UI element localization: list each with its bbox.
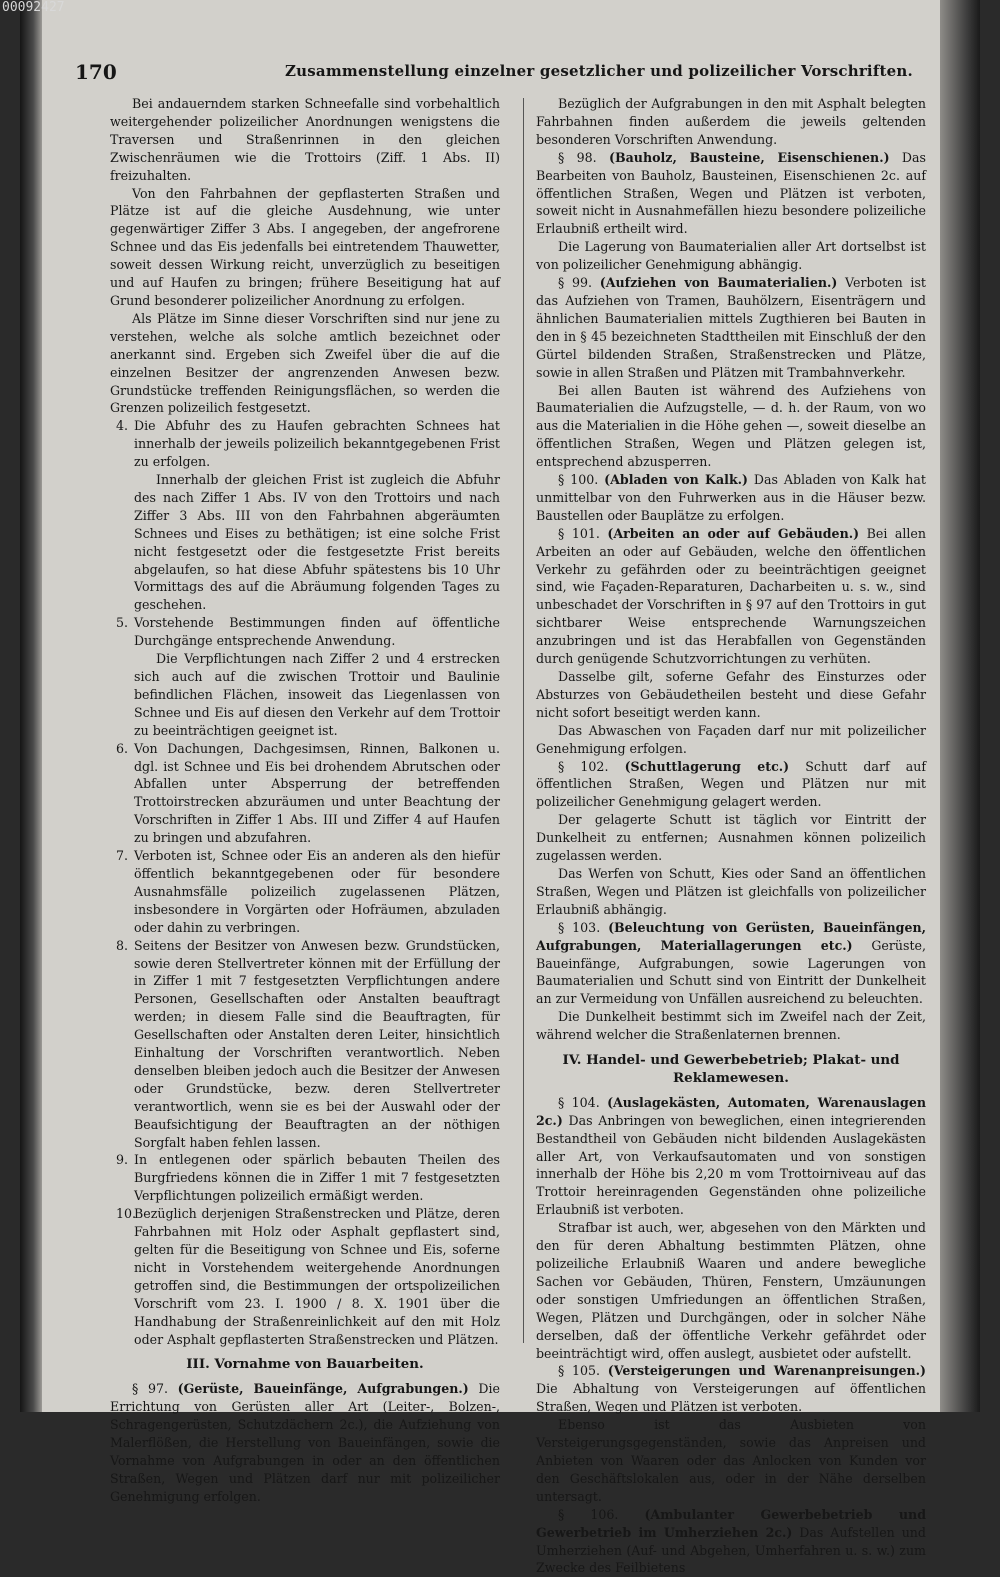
paragraph: Innerhalb der gleichen Frist ist zugleich die Abfuhr des nach Ziffer 1 Abs. IV von den Trottoirs und nach Ziffer 3 Abs. III von den Fahrbahnen abgeräumten Schnees und Eises zu bethätigen; ist eine solche Frist nicht festgesetzt oder die festgesetzte Frist bereits abgelaufen, so hat diese Abfuhr spätestens bis 10 Uhr Vormittags des auf die Abräumung folgenden Tages zu geschehen. [134, 472, 500, 613]
paragraph: Die Dunkelheit bestimmt sich im Zweifel nach der Zeit, während welcher die Straßenlaternen brennen. [536, 1009, 926, 1043]
section-text: Das Anbringen von beweglichen, einen integrierenden Bestandtheil von Gebäuden nicht bildenden Auslagekästen aller Art, von Verkaufsautomaten und von sonstigen innerhalb der Höhe bis 2,20 m vom Trottoirniveau auf das Trottoir hereinragenden Gegenständen ohne polizeiliche Erlaubniß ist verboten. [536, 1112, 926, 1218]
section-text: Verboten ist das Aufziehen von Tramen, Bauhölzern, Eisenträgern und ähnlichen Baumaterialien mittels Zugthieren bei Bauten in den in § 45 bezeichneten Stadttheilen mit Einschluß der den Gürtel bildenden Straßen, Straßenstrecken und Plätze, sowie in allen Straßen und Plätzen mit Trambahnverkehr. [536, 275, 926, 380]
section-keyword: (Beleuchtung von Gerüsten, Baueinfängen, Aufgrabungen, Materiallagerungen etc.) [536, 919, 926, 953]
section-number: § 100. [558, 472, 599, 488]
paragraph: Vorstehende Bestimmungen finden auf öffentliche Durchgänge entsprechende Anwendung. [134, 615, 500, 649]
section-number: § 106. [558, 1506, 619, 1522]
paragraph: Strafbar ist auch, wer, abgesehen von den Märkten und den für deren Abhaltung bestimmten Plätzen, ohne polizeiliche Erlaubniß Waaren und andere bewegliche Sachen vor Gebäuden, Thüren, Fenstern, Umzäunungen oder sonstigen Umfriedungen an öffentlichen Straßen, Wegen, Plätzen und Durchgängen, oder in solcher Nähe derselben, daß der öffentliche Verkehr gefährdet oder beeinträchtigt wird, offen auslegt, ausbietet oder aufstellt. [536, 1220, 926, 1361]
item-number: 7. [116, 848, 129, 864]
section-number: § 105. [558, 1363, 601, 1379]
paragraph [536, 1506, 926, 1577]
section-keyword: (Aufziehen von Baumaterialien.) [599, 275, 838, 291]
paragraph: Die Verpflichtungen nach Ziffer 2 und 4 erstrecken sich auch auf die zwischen Trottoir und Baulinie befindlichen Flächen, insoweit das Liegenlassen von Schnee und Eis auf diesen den Verkehr auf dem Trottoir zu beeinträchtigen geeignet ist. [134, 651, 500, 738]
section-text: Das Aufstellen und Umherziehen (Auf- und Abgehen, Umherfahren u. s. w.) zum Zwecke des Feilbietens [536, 1524, 926, 1576]
section-keyword: (Gerüste, Baueinfänge, Aufgrabungen.) [177, 1381, 469, 1397]
item-number: 9. [116, 1152, 129, 1168]
section-text: Das Abladen von Kalk hat unmittelbar von den Fuhrwerken aus in die Häuser bezw. Baustellen oder Bauplätze zu erfolgen. [536, 472, 926, 523]
section-keyword: (Abladen von Kalk.) [604, 472, 749, 488]
paragraph: Die Abfuhr des zu Haufen gebrachten Schnees hat innerhalb der jeweils polizeilich bekanntgegebenen Frist zu erfolgen. [134, 418, 500, 470]
section-number: § 104. [558, 1094, 600, 1110]
item-number: 5. [116, 615, 129, 631]
section-keyword: (Auslagekästen, Automaten, Warenauslagen 2c.) [536, 1094, 926, 1128]
paragraph: Das Abwaschen von Façaden darf nur mit polizeilicher Genehmigung erfolgen. [536, 722, 926, 756]
item-number: 6. [116, 740, 129, 756]
list-item [110, 937, 500, 1152]
section-text: Das Bearbeiten von Bauholz, Bausteinen, Eisenschienen 2c. auf öffentlichen Straßen, Wegen und Plätzen ist verboten, soweit nicht in Ausnahmefällen hiezu besondere polizeiliche Erlaubniß ertheilt wird. [536, 149, 926, 237]
paragraph: Bezüglich derjenigen Straßenstrecken und Plätze, deren Fahrbahnen mit Holz oder Asphalt gepflastert sind, gelten für die Beseitigung von Schnee und Eis, soferne nicht in Vorstehendem weitergehende Anordnungen getroffen sind, die Bestimmungen der ortspolizeilichen Vorschrift vom 23. I. 1900 / 8. X. 1901 über die Handhabung der Straßenreinlichkeit auf den mit Holz oder Asphalt gepflasterten Straßenstrecken und Plätzen. [134, 1206, 500, 1347]
paragraph: Seitens der Besitzer von Anwesen bezw. Grundstücken, sowie deren Stellvertreter können mit der Erfüllung der in Ziffer 1 mit 7 festgesetzten Verpflichtungen andere Personen, Gesellschaften oder Anstalten beauftragt werden; in diesem Falle sind die Beauftragten, für Gesellschaften oder Anstalten deren Leiter, hinsichtlich Einhaltung der Vorschriften verantwortlich. Neben denselben bleiben jedoch auch die Besitzer der Anwesen oder Grundstücke, bezw. deren Stellvertreter verantwortlich, wenn sie es bei der Auswahl oder der Beaufsichtigung der Beauftragten an der nöthigen Sorgfalt haben fehlen lassen. [134, 937, 500, 1150]
paragraph [536, 149, 926, 239]
section-keyword: (Schuttlagerung etc.) [624, 758, 790, 774]
list-item [110, 1205, 500, 1348]
book-gutter [20, 0, 42, 1412]
paragraph [536, 525, 926, 668]
item-number: 8. [116, 937, 129, 953]
paragraph [536, 471, 926, 525]
section-number: § 103. [558, 919, 601, 935]
paragraph [536, 274, 926, 381]
paragraph: Als Plätze im Sinne dieser Vorschriften sind nur jene zu verstehen, welche als solche amtlich bezeichnet oder anerkannt sind. Ergeben sich Zweifel über die auf die einzelnen Besitzer der angrenzenden Anwesen bezw. Grundstücke treffenden Reinigungsflächen, so werden die Grenzen polizeilich festgesetzt. [110, 310, 500, 416]
section-keyword: (Arbeiten an oder auf Gebäuden.) [607, 525, 860, 541]
paragraph: Bezüglich der Aufgrabungen in den mit Asphalt belegten Fahrbahnen finden außerdem die jeweils geltenden besonderen Vorschriften Anwendung. [536, 96, 926, 147]
section-text: Die Abhaltung von Versteigerungen auf öffentlichen Straßen, Wegen und Plätzen ist verboten. [536, 1381, 926, 1415]
section-text: Gerüste, Baueinfänge, Aufgrabungen, sowie Lagerungen von Baumaterialien und Schutt sind von Eintritt der Dunkelheit an zur Vermeidung von Unfällen ausreichend zu beleuchten. [536, 937, 926, 1007]
section-text: Die Errichtung von Gerüsten aller Art (Leiter-, Bolzen-, Schragengerüsten, Schutzdächern 2c.), die Aufziehung von Malerflößen, die Herstellung von Baueinfängen, sowie die Vornahme von Aufgrabungen in oder an den öffentlichen Straßen, Wegen und Plätzen darf nur mit polizeilicher Genehmigung erfolgen. [110, 1381, 500, 1504]
paragraph [536, 1362, 926, 1416]
paragraph [536, 1094, 926, 1219]
list-item [110, 740, 500, 847]
paragraph: Das Werfen von Schutt, Kies oder Sand an öffentlichen Straßen, Wegen und Plätzen ist gleichfalls von polizeilicher Erlaubniß abhängig. [536, 865, 926, 917]
left-column [110, 95, 500, 1506]
list-item [110, 847, 500, 937]
section-number: § 97. [132, 1381, 168, 1397]
section-text: Bei allen Arbeiten an oder auf Gebäuden, welche den öffentlichen Verkehr zu gefährden oder zu beeinträchtigen geeignet sind, wie Façaden-Reparaturen, Dacharbeiten u. s. w., sind unbeschadet der Vorschriften in § 97 auf den Trottoirs in gut sichtbarer Weise entsprechende Warnungszeichen anzubringen und ist das Herabfallen von Gegenständen durch genügende Schutzvorrichtungen zu verhüten. [536, 525, 926, 667]
section-heading: III. Vornahme von Bauarbeiten. [186, 1356, 424, 1373]
section-keyword: (Ambulanter Gewerbebetrieb und Gewerbetrieb im Umherziehen 2c.) [536, 1506, 926, 1540]
section-text: Schutt darf auf öffentlichen Straßen, Wegen und Plätzen nur mit polizeilicher Genehmigung gelagert werden. [536, 758, 927, 810]
paragraph: Verboten ist, Schnee oder Eis an anderen als den hiefür öffentlich bekanntgegebenen oder für besondere Ausnahmsfälle polizeilich zugelassenen Plätzen, insbesondere in Vorgärten oder Hofräumen, abzuladen oder dahin zu verbringen. [134, 848, 500, 935]
facing-page-edge [940, 0, 980, 1412]
section-keyword: (Bauholz, Bausteine, Eisenschienen.) [609, 149, 890, 165]
paragraph: Die Lagerung von Baumaterialien aller Art dortselbst ist von polizeilicher Genehmigung abhängig. [536, 239, 926, 273]
paragraph: Bei allen Bauten ist während des Aufziehens von Baumaterialien die Aufzugstelle, — d. h. der Raum, von wo aus die Materialien in die Höhe gehen —, soweit dieselbe an öffentlichen Straßen, Wegen und Plätzen gelegen ist, entsprechend abzusperren. [536, 382, 926, 470]
paragraph: Der gelagerte Schutt ist täglich vor Eintritt der Dunkelheit zu entfernen; Ausnahmen können polizeilich zugelassen werden. [536, 812, 926, 864]
right-column [536, 95, 926, 1577]
paragraph: Von Dachungen, Dachgesimsen, Rinnen, Balkonen u. dgl. ist Schnee und Eis bei drohendem Abrutschen oder Abfallen unter Absperrung der betreffenden Trottoirstrecken abzuräumen und unter Beachtung der Vorschriften in Ziffer 1 Abs. III und Ziffer 4 auf Haufen zu bringen und abzufahren. [134, 740, 500, 846]
section-heading: IV. Handel- und Gewerbebetrieb; Plakat- und Reklamewesen. [562, 1052, 900, 1086]
item-number: 10. [116, 1206, 137, 1222]
section-keyword: (Versteigerungen und Warenanpreisungen.) [607, 1363, 926, 1379]
list-item [110, 1151, 500, 1205]
paragraph: Bei andauerndem starken Schneefalle sind vorbehaltlich weitergehender polizeilicher Anordnungen wenigstens die Traversen und Straßenrinnen in den gleichen Zwischenräumen wie die Trottoirs (Ziff. 1 Abs. II) freizuhalten. [110, 96, 500, 183]
column-divider [523, 98, 524, 1343]
list-item [110, 614, 500, 739]
paragraph: Ebenso ist das Ausbieten von Versteigerungsgegenständen, sowie das Anpreisen und Anbieten von Waaren oder das Anlocken von Kunden vor den Geschäftslokalen aus, oder in der Nähe derselben untersagt. [536, 1417, 926, 1504]
paragraph [536, 919, 926, 1009]
paragraph: In entlegenen oder spärlich bebauten Theilen des Burgfriedens können die in Ziffer 1 mit 7 festgesetzten Verpflichtungen polizeilich ermäßigt werden. [134, 1152, 500, 1204]
paragraph: Von den Fahrbahnen der gepflasterten Straßen und Plätze ist auf die gleiche Ausdehnung, wie unter gegenwärtiger Ziffer 3 Abs. I angegeben, der angefrorene Schnee und das Eis jedenfalls bei eintretendem Thauwetter, soweit dessen Wirkung reicht, unverzüglich zu beseitigen und auf Haufen zu bringen; frühere Beseitigung hat auf Grund besonderer polizeilicher Anordnung zu erfolgen. [110, 185, 500, 308]
section-number: § 101. [558, 525, 600, 541]
list-item [110, 417, 500, 614]
section-number: § 102. [558, 758, 609, 774]
running-title: Zusammenstellung einzelner gesetzlicher und polizeilicher Vorschriften. [285, 62, 913, 80]
paragraph [536, 758, 926, 812]
paragraph: Dasselbe gilt, soferne Gefahr des Einsturzes oder Absturzes von Gebäudetheilen besteht und diese Gefahr nicht sofort beseitigt werden kann. [536, 669, 926, 720]
paragraph [110, 1380, 500, 1505]
page-number: 170 [75, 60, 117, 84]
item-number: 4. [116, 418, 129, 434]
archive-id: 00092427 [2, 0, 65, 15]
section-number: § 99. [558, 275, 593, 291]
section-number: § 98. [558, 149, 597, 165]
page-header [75, 60, 955, 90]
